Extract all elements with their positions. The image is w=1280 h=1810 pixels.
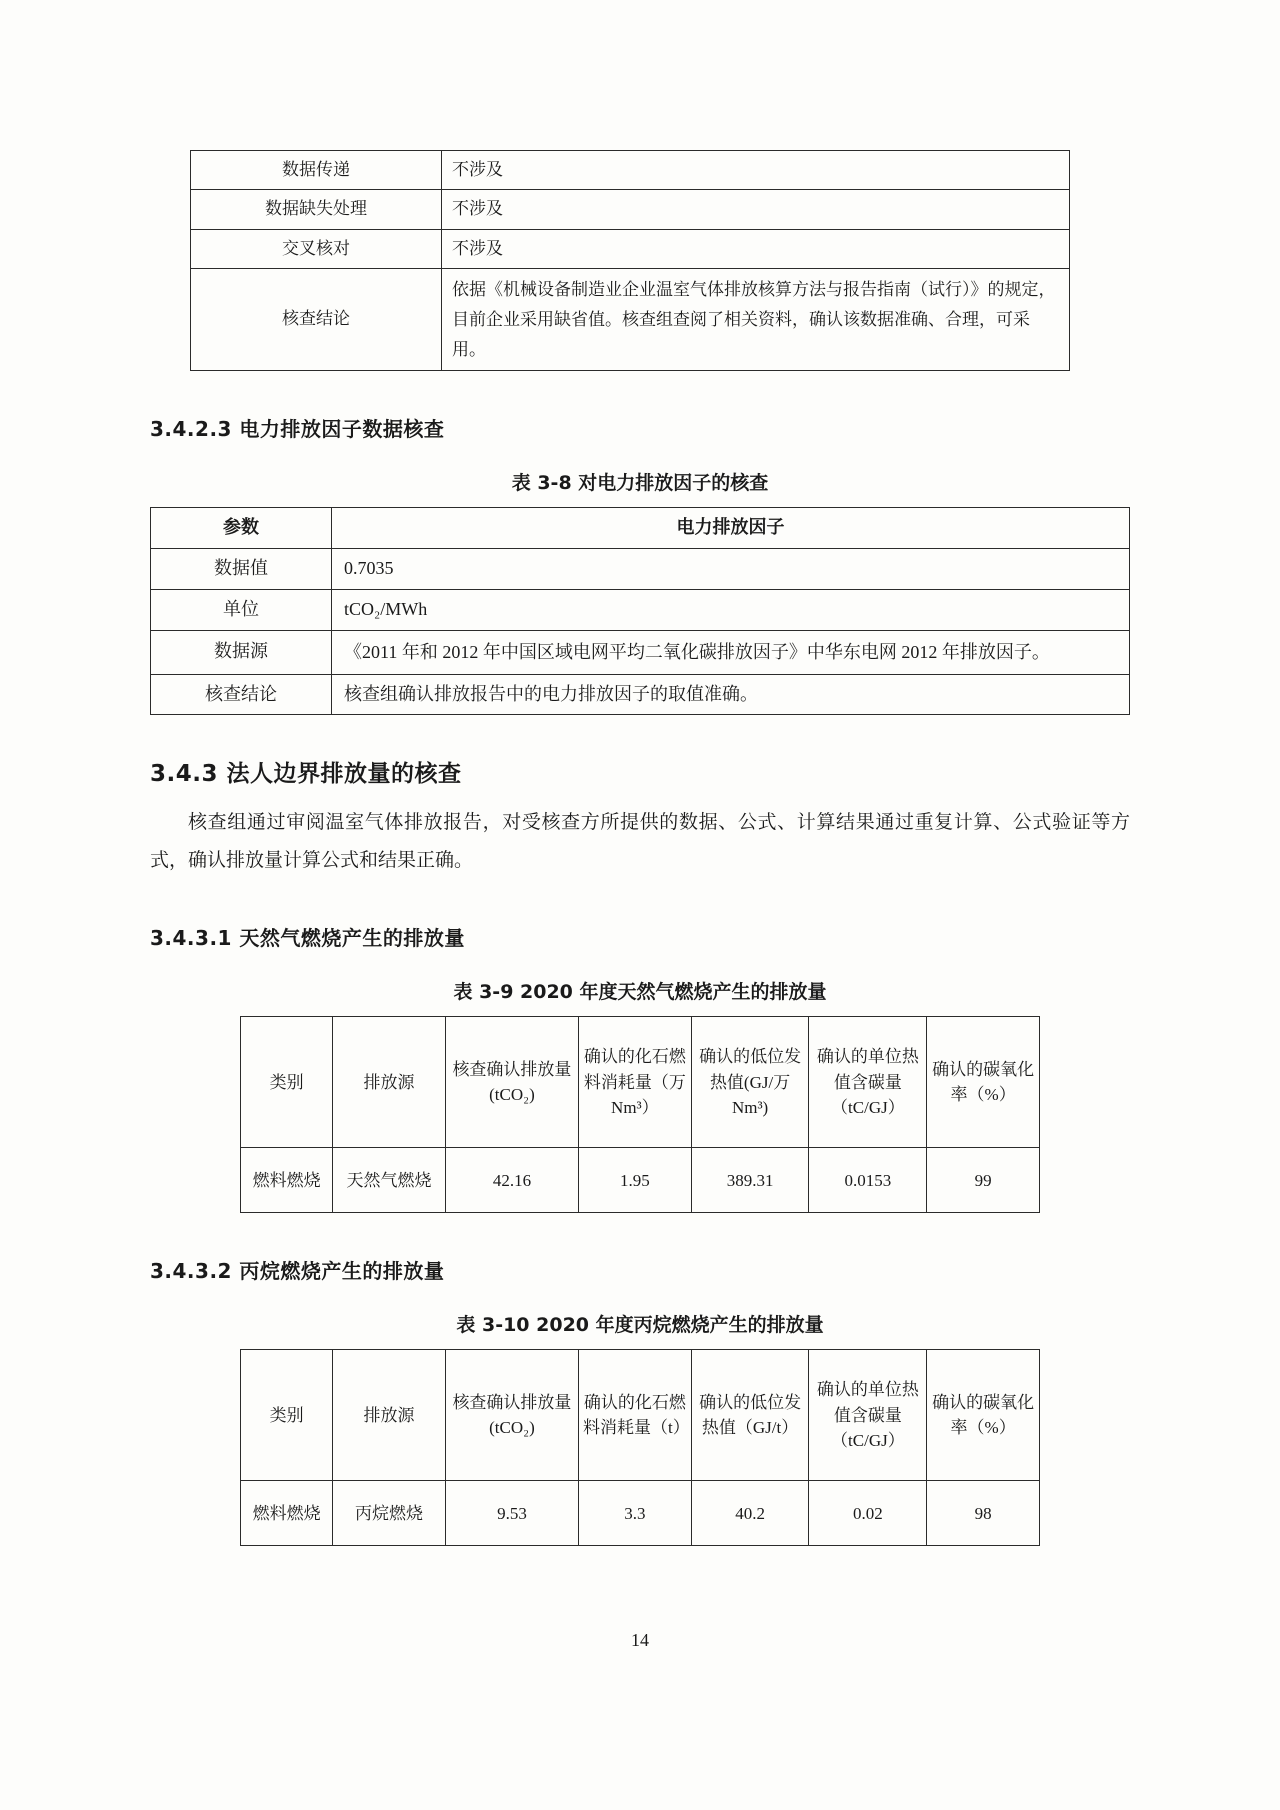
cell-category: 燃料燃烧 [241, 1481, 333, 1546]
row-value: 核查组确认排放报告中的电力排放因子的取值准确。 [332, 674, 1130, 715]
section-heading-3-4-3-2: 3.4.3.2 丙烷燃烧产生的排放量 [150, 1259, 445, 1284]
cell-oxidation-rate: 98 [927, 1481, 1040, 1546]
cell-verified-emission: 42.16 [445, 1148, 578, 1213]
section-heading-3-4-3: 3.4.3 法人边界排放量的核查 [150, 761, 462, 788]
table-row [151, 590, 1130, 631]
row-value: 依据《机械设备制造业企业温室气体排放核算方法与报告指南（试行）》的规定，目前企业采用缺省值。核查组查阅了相关资料，确认该数据准确、合理，可采用。 [442, 269, 1070, 371]
row-value: 《2011 年和 2012 年中国区域电网平均二氧化碳排放因子》中华东电网 2012 年排放因子。 [332, 630, 1130, 674]
section-3-4-3-paragraph: 核查组通过审阅温室气体排放报告，对受核查方所提供的数据、公式、计算结果通过重复计算、公式验证等方式，确认排放量计算公式和结果正确。 [150, 812, 1130, 872]
row-value: 不涉及 [442, 229, 1070, 268]
cell-fuel-consumption: 3.3 [579, 1481, 692, 1546]
table-header-row [241, 1350, 1040, 1481]
table-310-caption: 表 3-10 2020 年度丙烷燃烧产生的排放量 [456, 1314, 824, 1337]
cell-source: 丙烷燃烧 [333, 1481, 446, 1546]
row-label: 核查结论 [151, 674, 332, 715]
col-header-source: 排放源 [333, 1017, 446, 1148]
row-label: 数据值 [151, 549, 332, 590]
col-header-fuel-consumption: 确认的化石燃料消耗量（万 Nm³） [579, 1017, 692, 1148]
table-3-8-power-emission-factor [150, 507, 1130, 715]
cell-carbon-content: 0.02 [809, 1481, 927, 1546]
table-row [191, 151, 1070, 190]
table-3-9-natural-gas-emissions [240, 1016, 1040, 1213]
row-value: tCO₂/MWh [332, 590, 1130, 631]
table-row [241, 1481, 1040, 1546]
col-header-lower-heating-value: 确认的低位发热值（GJ/t） [691, 1350, 809, 1481]
cell-fuel-consumption: 1.95 [579, 1148, 692, 1213]
cell-verified-emission: 9.53 [445, 1481, 578, 1546]
page-number: 14 [631, 1630, 649, 1650]
table-header-row [151, 508, 1130, 549]
section-heading-3-4-2-3: 3.4.2.3 电力排放因子数据核查 [150, 417, 445, 442]
col-header-carbon-content: 确认的单位热值含碳量（tC/GJ） [809, 1350, 927, 1481]
page-content [150, 150, 1130, 1546]
col-header-verified-emission: 核查确认排放量(tCO₂) [445, 1350, 578, 1481]
col-header-lower-heating-value: 确认的低位发热值(GJ/万 Nm³) [691, 1017, 809, 1148]
row-label: 数据源 [151, 630, 332, 674]
row-value: 不涉及 [442, 151, 1070, 190]
row-label: 数据缺失处理 [191, 190, 442, 229]
col-header-oxidation-rate: 确认的碳氧化率（%） [927, 1017, 1040, 1148]
verification-details-table [190, 150, 1070, 371]
table-row [241, 1148, 1040, 1213]
table-row [191, 229, 1070, 268]
col-header-carbon-content: 确认的单位热值含碳量（tC/GJ） [809, 1017, 927, 1148]
row-value: 0.7035 [332, 549, 1130, 590]
col-header-source: 排放源 [333, 1350, 446, 1481]
table-row [151, 549, 1130, 590]
cell-carbon-content: 0.0153 [809, 1148, 927, 1213]
col-header-category: 类别 [241, 1350, 333, 1481]
table-header-row [241, 1017, 1040, 1148]
row-label: 交叉核对 [191, 229, 442, 268]
cell-oxidation-rate: 99 [927, 1148, 1040, 1213]
row-label: 核查结论 [191, 269, 442, 371]
row-value: 不涉及 [442, 190, 1070, 229]
col-header-fuel-consumption: 确认的化石燃料消耗量（t） [579, 1350, 692, 1481]
col-header-category: 类别 [241, 1017, 333, 1148]
table-row [191, 190, 1070, 229]
table-row [191, 269, 1070, 371]
table-38-caption: 表 3-8 对电力排放因子的核查 [511, 472, 769, 495]
cell-lower-heating-value: 40.2 [691, 1481, 809, 1546]
col-header-verified-emission: 核查确认排放量(tCO₂) [445, 1017, 578, 1148]
row-label: 数据传递 [191, 151, 442, 190]
table-row [151, 674, 1130, 715]
cell-source: 天然气燃烧 [333, 1148, 446, 1213]
table-row [151, 630, 1130, 674]
cell-category: 燃料燃烧 [241, 1148, 333, 1213]
table-3-10-propane-emissions [240, 1349, 1040, 1546]
section-heading-3-4-3-1: 3.4.3.1 天然气燃烧产生的排放量 [150, 926, 465, 951]
header-value: 电力排放因子 [332, 508, 1130, 549]
cell-lower-heating-value: 389.31 [691, 1148, 809, 1213]
table-39-caption: 表 3-9 2020 年度天然气燃烧产生的排放量 [453, 981, 827, 1004]
col-header-oxidation-rate: 确认的碳氧化率（%） [927, 1350, 1040, 1481]
row-label: 单位 [151, 590, 332, 631]
header-param: 参数 [151, 508, 332, 549]
